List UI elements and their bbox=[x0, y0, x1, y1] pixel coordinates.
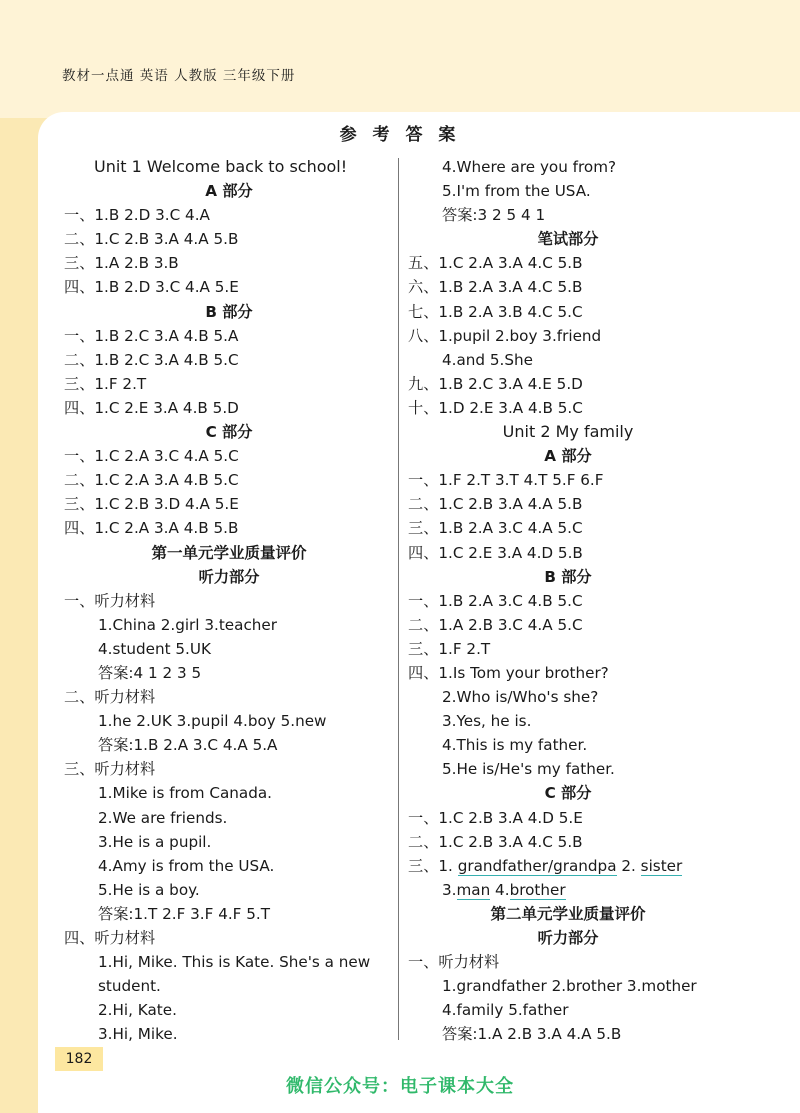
answer-line: 六、1.B 2.A 3.A 4.C 5.B bbox=[408, 278, 583, 297]
footer-watermark: 微信公众号：电子课本大全 bbox=[286, 1076, 514, 1097]
answer-line: 答案:1.T 2.F 3.F 4.F 5.T bbox=[98, 904, 271, 923]
answer-line: B 部分 bbox=[544, 567, 592, 586]
answer-line: 三、1.F 2.T bbox=[64, 374, 147, 393]
answer-line: 一、1.B 2.A 3.C 4.B 5.C bbox=[408, 591, 583, 610]
header-band bbox=[0, 0, 800, 118]
answer-text: 3. bbox=[442, 880, 457, 899]
answer-line: 1.China 2.girl 3.teacher bbox=[98, 615, 278, 634]
answer-line: 三、1.C 2.B 3.D 4.A 5.E bbox=[64, 495, 239, 514]
answer-line: A 部分 bbox=[205, 182, 253, 201]
answer-line: student. bbox=[98, 977, 161, 996]
answer-line: 三、1.B 2.A 3.C 4.A 5.C bbox=[408, 519, 583, 538]
answer-line: Unit 1 Welcome back to school! bbox=[94, 157, 348, 176]
answer-line: 5.He is/He's my father. bbox=[442, 760, 615, 779]
answer-line: 四、1.B 2.D 3.C 4.A 5.E bbox=[64, 278, 239, 297]
answer-line: 二、1.C 2.B 3.A 4.A 5.B bbox=[408, 495, 583, 514]
answer-line: 四、1.C 2.E 3.A 4.B 5.D bbox=[64, 398, 239, 417]
answer-line: 一、1.B 2.D 3.C 4.A bbox=[64, 206, 210, 225]
answer-line: 听力部分 bbox=[537, 929, 599, 947]
answer-line: 一、听力材料 bbox=[64, 591, 156, 610]
answer-line: 3.He is a pupil. bbox=[98, 832, 212, 851]
answer-line: 九、1.B 2.C 3.A 4.E 5.D bbox=[408, 374, 583, 393]
page-number: 182 bbox=[55, 1047, 103, 1071]
answer-line: 1.he 2.UK 3.pupil 4.boy 5.new bbox=[98, 712, 327, 731]
answer-line: 第二单元学业质量评价 bbox=[490, 904, 646, 923]
answer-line: 听力部分 bbox=[198, 567, 260, 586]
answer-line: Unit 2 My family bbox=[502, 422, 634, 442]
answer-line: 五、1.C 2.A 3.A 4.C 5.B bbox=[408, 254, 583, 273]
answer-line: 二、1.C 2.B 3.A 4.A 5.B bbox=[64, 230, 239, 249]
answer-line: 1.Hi, Mike. This is Kate. She's a new bbox=[98, 953, 371, 972]
answer-line: 4.student 5.UK bbox=[98, 639, 211, 658]
underlined-answer: sister bbox=[640, 856, 683, 875]
answer-line: 一、1.F 2.T 3.T 4.T 5.F 6.F bbox=[408, 471, 604, 490]
answer-line: 答案:3 2 5 4 1 bbox=[442, 206, 546, 225]
answer-line: C 部分 bbox=[205, 423, 253, 442]
answer-line: 八、1.pupil 2.boy 3.friend bbox=[408, 326, 602, 345]
answer-line: 2.We are friends. bbox=[98, 808, 228, 827]
answer-line: B 部分 bbox=[205, 302, 253, 321]
answer-line: 答案:4 1 2 3 5 bbox=[98, 663, 202, 682]
right-column bbox=[408, 155, 728, 1046]
answer-text: 三、1. bbox=[408, 856, 458, 875]
answer-line: 3.Hi, Mike. bbox=[98, 1025, 178, 1044]
answer-line: 十、1.D 2.E 3.A 4.B 5.C bbox=[408, 398, 583, 417]
answer-line: 2.Who is/Who's she? bbox=[442, 688, 599, 707]
answer-line: 四、1.C 2.A 3.A 4.B 5.B bbox=[64, 519, 239, 538]
answer-line: 四、听力材料 bbox=[64, 929, 156, 947]
answer-line: 5.He is a boy. bbox=[98, 880, 200, 899]
answer-line bbox=[408, 854, 728, 878]
answer-line: 二、1.C 2.A 3.A 4.B 5.C bbox=[64, 471, 239, 490]
answer-line: 二、1.C 2.B 3.A 4.C 5.B bbox=[408, 832, 583, 851]
answer-line: 答案:1.B 2.A 3.C 4.A 5.A bbox=[98, 736, 278, 755]
answer-line: 七、1.B 2.A 3.B 4.C 5.C bbox=[408, 302, 583, 321]
answer-line: 5.I'm from the USA. bbox=[442, 182, 591, 201]
underlined-answer: grandfather/grandpa bbox=[457, 856, 617, 875]
answer-line: 答案:1.A 2.B 3.A 4.A 5.B bbox=[442, 1025, 622, 1044]
answer-line: 一、1.C 2.B 3.A 4.D 5.E bbox=[408, 808, 583, 827]
answer-line: 一、1.C 2.A 3.C 4.A 5.C bbox=[64, 447, 239, 466]
answer-line: 二、1.B 2.C 3.A 4.B 5.C bbox=[64, 350, 239, 369]
left-column bbox=[64, 155, 394, 1046]
answer-line: 三、1.A 2.B 3.B bbox=[64, 254, 179, 273]
answer-line: 四、1.Is Tom your brother? bbox=[408, 663, 609, 682]
answer-line: 4.and 5.She bbox=[442, 350, 533, 369]
answer-line: 一、1.B 2.C 3.A 4.B 5.A bbox=[64, 326, 239, 345]
answer-line: 二、听力材料 bbox=[64, 688, 156, 707]
underlined-answer: man bbox=[456, 880, 491, 899]
answer-line: 一、听力材料 bbox=[408, 953, 500, 972]
answer-line: 二、1.A 2.B 3.C 4.A 5.C bbox=[408, 615, 583, 634]
answer-line: 4.This is my father. bbox=[442, 736, 588, 755]
page-title: 参 考 答 案 bbox=[339, 125, 461, 145]
answer-line bbox=[408, 878, 728, 902]
answer-line: 1.grandfather 2.brother 3.mother bbox=[442, 977, 697, 996]
answer-line: C 部分 bbox=[544, 784, 592, 803]
answer-line: 3.Yes, he is. bbox=[442, 712, 532, 731]
answer-line: 笔试部分 bbox=[537, 230, 599, 249]
answer-text: 4. bbox=[490, 880, 510, 899]
answer-line: 2.Hi, Kate. bbox=[98, 1001, 177, 1020]
book-header: 教材一点通 英语 人教版 三年级下册 bbox=[62, 68, 296, 84]
answer-line: 1.Mike is from Canada. bbox=[98, 784, 272, 803]
answer-line: 四、1.C 2.E 3.A 4.D 5.B bbox=[408, 543, 583, 562]
answer-text: 2. bbox=[616, 856, 641, 875]
answer-line: 4.family 5.father bbox=[442, 1001, 569, 1020]
answer-line: 第一单元学业质量评价 bbox=[151, 543, 307, 562]
answer-line: 三、听力材料 bbox=[64, 760, 156, 779]
answer-line: 三、1.F 2.T bbox=[408, 639, 491, 658]
underlined-answer: brother bbox=[509, 880, 566, 899]
answer-line: 4.Amy is from the USA. bbox=[98, 856, 275, 875]
answer-line: 4.Where are you from? bbox=[442, 158, 617, 176]
column-divider bbox=[398, 158, 399, 1040]
answer-line: A 部分 bbox=[544, 447, 592, 466]
